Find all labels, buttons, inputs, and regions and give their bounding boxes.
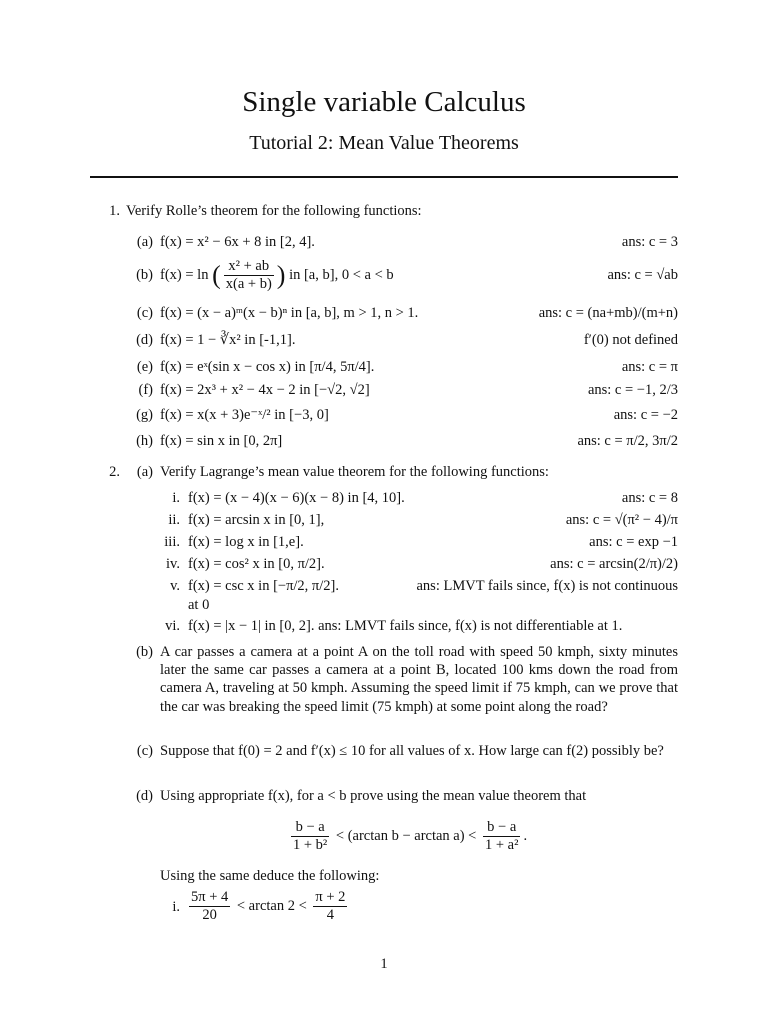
ineq-left-fraction [291, 819, 329, 854]
ineq-right-denominator: 1 + a² [485, 837, 519, 854]
q2-number: 2. [109, 464, 120, 480]
q1-item-b-pre: f(x) = ln [160, 267, 209, 283]
sub-left-numerator: 5π + 4 [191, 889, 229, 906]
sub-left-denominator: 20 [189, 906, 230, 924]
q2c-label: (c) [136, 743, 153, 759]
title-rule [90, 176, 678, 178]
q1-item-e-text: f(x) = eˣ(sin x − cos x) in [π/4, 5π/4]. [160, 359, 375, 375]
sub-left-fraction [189, 889, 230, 924]
q1-item-f-answer: ans: c = −1, 2/3 [587, 382, 678, 398]
q2a-item-iv-text: f(x) = cos² x in [0, π/2]. [188, 556, 325, 572]
q2a-item-i-text: f(x) = (x − 4)(x − 6)(x − 8) in [4, 10]. [188, 490, 405, 506]
q2c-text: Suppose that f(0) = 2 and f′(x) ≤ 10 for all values of x. How large can f(2) possibly be? [160, 743, 664, 759]
q1-item-h-label: (h) [136, 433, 153, 449]
q1-item-d-text: f(x) = 1 − ∛x² in [-1,1]. [160, 332, 296, 348]
q1-item-f-label: (f) [138, 382, 153, 398]
left-paren: ( [212, 260, 221, 290]
q1-item-g-answer: ans: c = −2 [613, 407, 678, 423]
q1-item-g-text: f(x) = x(x + 3)e⁻ˣ/² in [−3, 0] [160, 407, 329, 423]
q2b-label: (b) [136, 644, 153, 660]
q1-prompt: Verify Rolle’s theorem for the following functions: [126, 203, 422, 219]
q1-item-a-text: f(x) = x² − 6x + 8 in [2, 4]. [160, 234, 315, 250]
q2a-item-v-continuation: at 0 [188, 597, 210, 613]
q1-item-d-label: (d) [136, 332, 153, 348]
sub-middle: < arctan 2 < [236, 898, 307, 914]
ineq-right-numerator: b − a [487, 819, 517, 836]
q2d-deduce: Using the same deduce the following: [160, 868, 380, 884]
q2d-inequality [288, 816, 527, 856]
q2a-item-i-label: i. [172, 490, 180, 506]
sub-right-numerator: π + 2 [315, 889, 346, 906]
q1-item-b-denominator: x(a + b) [225, 276, 272, 293]
q2a-item-v-text: f(x) = csc x in [−π/2, π/2]. [188, 578, 339, 594]
q1-item-e-answer: ans: c = π [621, 359, 678, 375]
ineq-left-numerator: b − a [295, 819, 325, 836]
q2d-sub-i-inequality [186, 886, 350, 926]
q1-item-c-text: f(x) = (x − a)ᵐ(x − b)ⁿ in [a, b], m > 1, n > 1. [160, 305, 419, 321]
q1-item-a-answer: ans: c = 3 [621, 234, 678, 250]
q2a-item-iii-label: iii. [164, 534, 180, 550]
q2a-item-v-label: v. [170, 578, 180, 594]
ineq-left-denominator: 1 + b² [293, 837, 328, 854]
q2a-item-v-answer: ans: LMVT fails since, f(x) is not continuous [416, 578, 678, 594]
q1-item-b-fraction [224, 258, 274, 293]
q2a-item-iii-text: f(x) = log x in [1,e]. [188, 534, 304, 550]
q1-item-c-label: (c) [136, 305, 153, 321]
document-title: Single variable Calculus [242, 86, 526, 118]
q2a-item-i-answer: ans: c = 8 [621, 490, 678, 506]
sub-right-denominator: 4 [313, 906, 347, 924]
q2a-item-ii-answer: ans: c = √(π² − 4)/π [565, 512, 678, 528]
q1-item-h-answer: ans: c = π/2, 3π/2 [577, 433, 678, 449]
q2a-item-iii-answer: ans: c = exp −1 [589, 534, 678, 550]
ineq-right-fraction [483, 819, 520, 854]
ineq-end: . [523, 828, 528, 844]
right-paren: ) [276, 260, 286, 290]
q1-item-b-numerator: x² + ab [228, 258, 270, 275]
q2d-sub-i-label: i. [172, 899, 180, 915]
q2a-item-iv-answer: ans: c = arcsin(2/π)/2) [550, 556, 678, 572]
sub-right-fraction [313, 889, 347, 924]
q1-item-g-label: (g) [136, 407, 153, 423]
q1-item-b-label: (b) [136, 267, 153, 283]
q2a-item-ii-text: f(x) = arcsin x in [0, 1], [188, 512, 325, 528]
q1-item-c-answer: ans: c = (na+mb)/(m+n) [538, 305, 678, 321]
q2b-text: A car passes a camera at a point A on the toll road with speed 50 kmph, sixty minutes later the same car passes a camera at a point B, located 100 kms down the road from camera A, traveling at 50 kmph. Assuming the speed limit if 75 kmph, can we prove that the car was breaking the speed limit (75 kmph) at some point along the road? [160, 644, 678, 715]
q2a-item-ii-label: ii. [168, 512, 180, 528]
q1-item-b-answer: ans: c = √ab [607, 267, 678, 283]
q1-item-h-text: f(x) = sin x in [0, 2π] [160, 433, 283, 449]
q2a-item-iv-label: iv. [166, 556, 180, 572]
q2d-text: Using appropriate f(x), for a < b prove using the mean value theorem that [160, 788, 587, 804]
q1-item-d-answer: f′(0) not defined [583, 332, 678, 348]
q1-item-b-formula [160, 255, 394, 296]
q2a-item-vi-label: vi. [165, 618, 180, 634]
document-subtitle: Tutorial 2: Mean Value Theorems [249, 132, 519, 154]
q2a-item-vi-text: f(x) = |x − 1| in [0, 2]. ans: LMVT fails since, f(x) is not differentiable at 1. [188, 618, 623, 634]
q2d-label: (d) [136, 788, 153, 804]
q2a-prompt: Verify Lagrange’s mean value theorem for the following functions: [160, 464, 549, 480]
ineq-middle: < (arctan b − arctan a) < [335, 828, 477, 844]
q1-item-f-text: f(x) = 2x³ + x² − 4x − 2 in [−√2, √2] [160, 382, 370, 398]
q1-number: 1. [109, 203, 120, 219]
q1-item-a-label: (a) [136, 234, 153, 250]
q1-item-b-post: in [a, b], 0 < a < b [289, 267, 394, 283]
q1-item-e-label: (e) [136, 359, 153, 375]
q2a-label: (a) [136, 464, 153, 480]
page-number: 1 [380, 956, 388, 972]
